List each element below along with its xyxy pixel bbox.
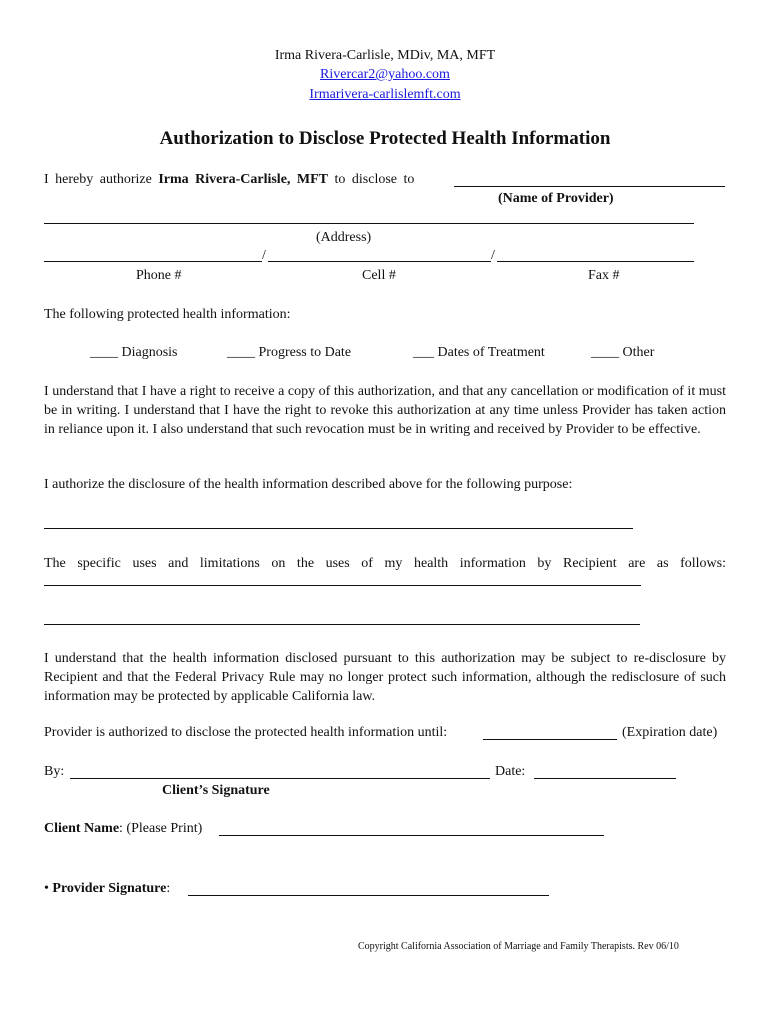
redisclosure-paragraph: I understand that the health information disclosed pursuant to this authorization may be subject to re-disclosure by Recipient and that the Federal Privacy Rule may no longer protect such information, although the redisclosure of such information may be protected by applicable California law.: [44, 651, 726, 704]
page-title: Authorization to Disclose Protected Health Information: [159, 128, 611, 149]
expiration-text: Provider is authorized to disclose the protected health information until:: [44, 725, 448, 740]
option-dates-of-treatment[interactable]: ___ Dates of Treatment: [413, 345, 545, 360]
address-field[interactable]: [44, 223, 694, 224]
client-name-label: Client Name: (Please Print): [44, 821, 203, 836]
uses-field-2[interactable]: [44, 624, 640, 625]
by-label: By:: [44, 764, 65, 779]
purpose-text: I authorize the disclosure of the health information described above for the following purpose:: [44, 477, 573, 492]
phone-label: Phone #: [136, 268, 182, 283]
phone-field[interactable]: [44, 261, 262, 262]
provider-signature-field[interactable]: [188, 895, 549, 896]
phi-intro: The following protected health information:: [44, 307, 291, 322]
provider-name-label: (Name of Provider): [498, 191, 614, 206]
client-signature-field[interactable]: [70, 778, 490, 779]
client-name-field[interactable]: [219, 835, 604, 836]
provider-signature-label: • Provider Signature:: [44, 881, 171, 896]
website-link[interactable]: Irmarivera-carlislemft.com: [309, 87, 461, 102]
option-progress[interactable]: ____ Progress to Date: [227, 345, 352, 360]
expiration-label: (Expiration date): [622, 725, 718, 740]
copyright-footer: Copyright California Association of Marriage and Family Therapists. Rev 06/10: [358, 941, 679, 952]
address-label: (Address): [316, 230, 372, 245]
uses-text: The specific uses and limitations on the uses of my health information by Recipient are as follows:: [44, 556, 726, 571]
signature-date-field[interactable]: [534, 778, 676, 779]
purpose-field[interactable]: [44, 528, 633, 529]
cell-field[interactable]: [268, 261, 491, 262]
fax-label: Fax #: [588, 268, 620, 283]
uses-field-1[interactable]: [44, 585, 641, 586]
separator: /: [491, 248, 495, 263]
separator: /: [262, 248, 266, 263]
authorize-statement: I hereby authorize Irma Rivera-Carlisle, MFT to disclose to: [44, 172, 415, 187]
therapist-name: Irma Rivera-Carlisle, MDiv, MA, MFT: [274, 48, 496, 63]
option-other[interactable]: ____ Other: [591, 345, 655, 360]
option-diagnosis[interactable]: ____ Diagnosis: [90, 345, 178, 360]
client-signature-label: Client’s Signature: [162, 783, 270, 798]
expiration-date-field[interactable]: [483, 739, 617, 740]
rights-paragraph: I understand that I have a right to receive a copy of this authorization, and that any cancellation or modification of it must be in writing. I understand that I have the right to revoke this authorization at any time unless Provider has taken action in reliance upon it. I also understand that such revocation must be in writing and received by Provider to be effective.: [44, 384, 726, 437]
cell-label: Cell #: [362, 268, 396, 283]
provider-name-field[interactable]: [454, 186, 725, 187]
date-label: Date:: [495, 764, 526, 779]
fax-field[interactable]: [497, 261, 694, 262]
email-link[interactable]: Rivercar2@yahoo.com: [320, 67, 450, 82]
